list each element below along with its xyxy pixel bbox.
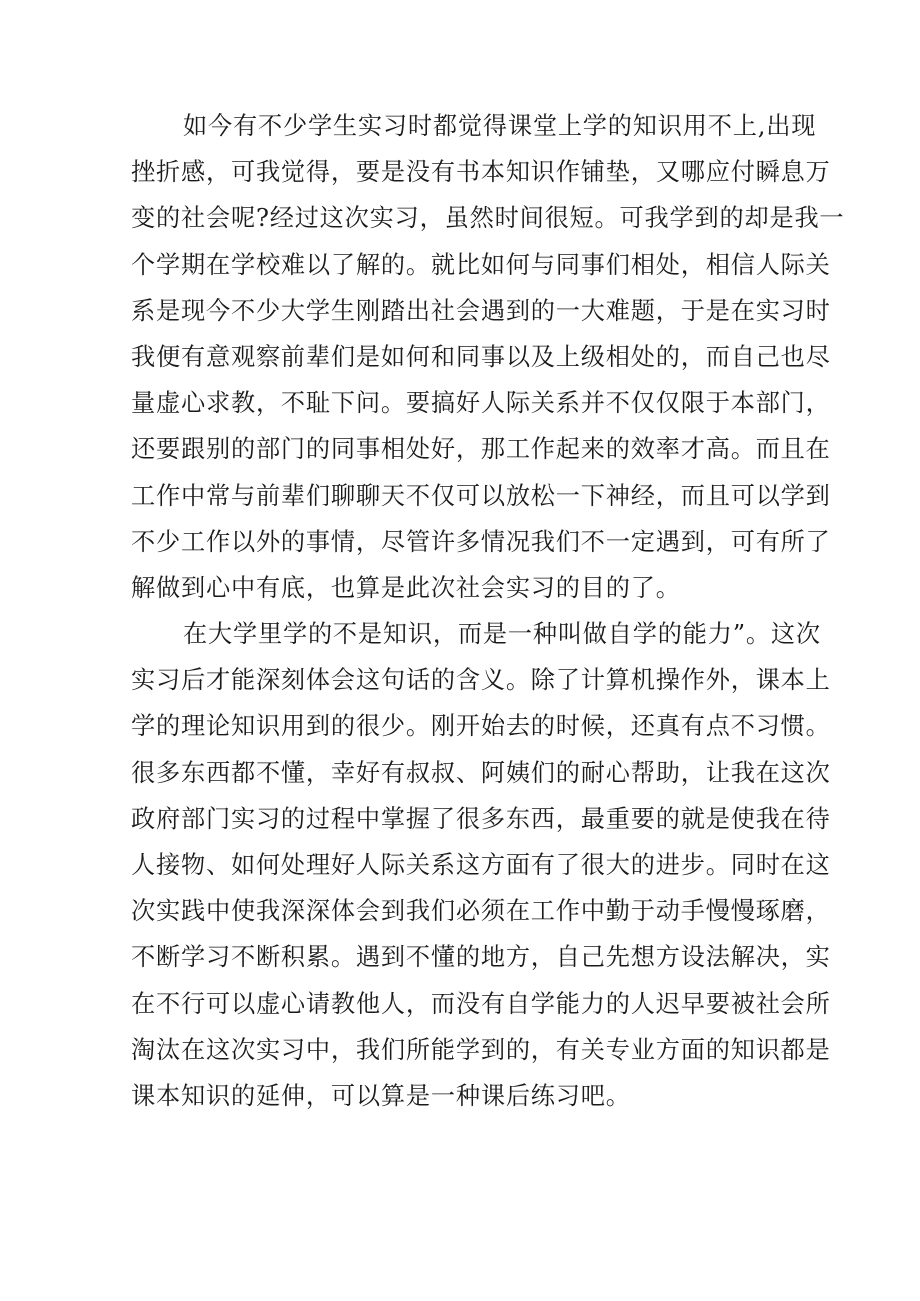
text-line: 变的社会呢?经过这次实习，虽然时间很短。可我学到的却是我一 — [131, 204, 845, 233]
text-line: 很多东西都不懂，幸好有叔叔、阿姨们的耐心帮助，让我在这次 — [131, 758, 831, 787]
text-line: 不少工作以外的事情，尽管许多情况我们不一定遇到，可有所了 — [131, 527, 831, 556]
text-line: 我便有意观察前辈们是如何和同事以及上级相处的，而自己也尽 — [131, 342, 831, 371]
text-line: 挫折感，可我觉得，要是没有书本知识作铺垫，又哪应付瞬息万 — [131, 158, 831, 187]
text-line: 在不行可以虚心请教他人，而没有自学能力的人迟早要被社会所 — [131, 989, 831, 1018]
text-line: 在大学里学的不是知识，而是一种叫做自学的能力”。这次 — [183, 620, 821, 649]
text-line: 系是现今不少大学生刚踏出社会遇到的一大难题，于是在实习时 — [131, 296, 831, 325]
text-line: 人接物、如何处理好人际关系这方面有了很大的进步。同时在这 — [131, 851, 831, 879]
text-line: 淘汰在这次实习中，我们所能学到的，有关专业方面的知识都是 — [131, 1035, 831, 1064]
text-line: 次实践中使我深深体会到我们必须在工作中勤于动手慢慢琢磨， — [131, 897, 831, 926]
text-line: 实习后才能深刻体会这句话的含义。除了计算机操作外，课本上 — [131, 666, 831, 695]
text-line: 个学期在学校难以了解的。就比如何与同事们相处，相信人际关 — [131, 250, 831, 279]
paragraph-2 — [131, 611, 831, 1119]
text-line: 如今有不少学生实习时都觉得课堂上学的知识用不上,出现 — [183, 112, 817, 140]
paragraph-1 — [131, 103, 845, 611]
text-line: 还要跟别的部门的同事相处好，那工作起来的效率才高。而且在 — [131, 435, 831, 464]
text-line: 量虚心求教，不耻下问。要搞好人际关系并不仅仅限于本部门， — [131, 389, 831, 418]
text-line: 学的理论知识用到的很少。刚开始去的时候，还真有点不习惯。 — [131, 712, 831, 741]
text-line: 课本知识的延伸，可以算是一种课后练习吧。 — [131, 1081, 631, 1110]
text-line: 不断学习不断积累。遇到不懂的地方，自己先想方设法解决，实 — [131, 943, 831, 972]
text-line: 工作中常与前辈们聊聊天不仅可以放松一下神经，而且可以学到 — [131, 481, 831, 510]
text-line: 解做到心中有底，也算是此次社会实习的目的了。 — [131, 573, 681, 602]
text-line: 政府部门实习的过程中掌握了很多东西，最重要的就是使我在待 — [131, 804, 831, 833]
document-body — [131, 103, 845, 1119]
